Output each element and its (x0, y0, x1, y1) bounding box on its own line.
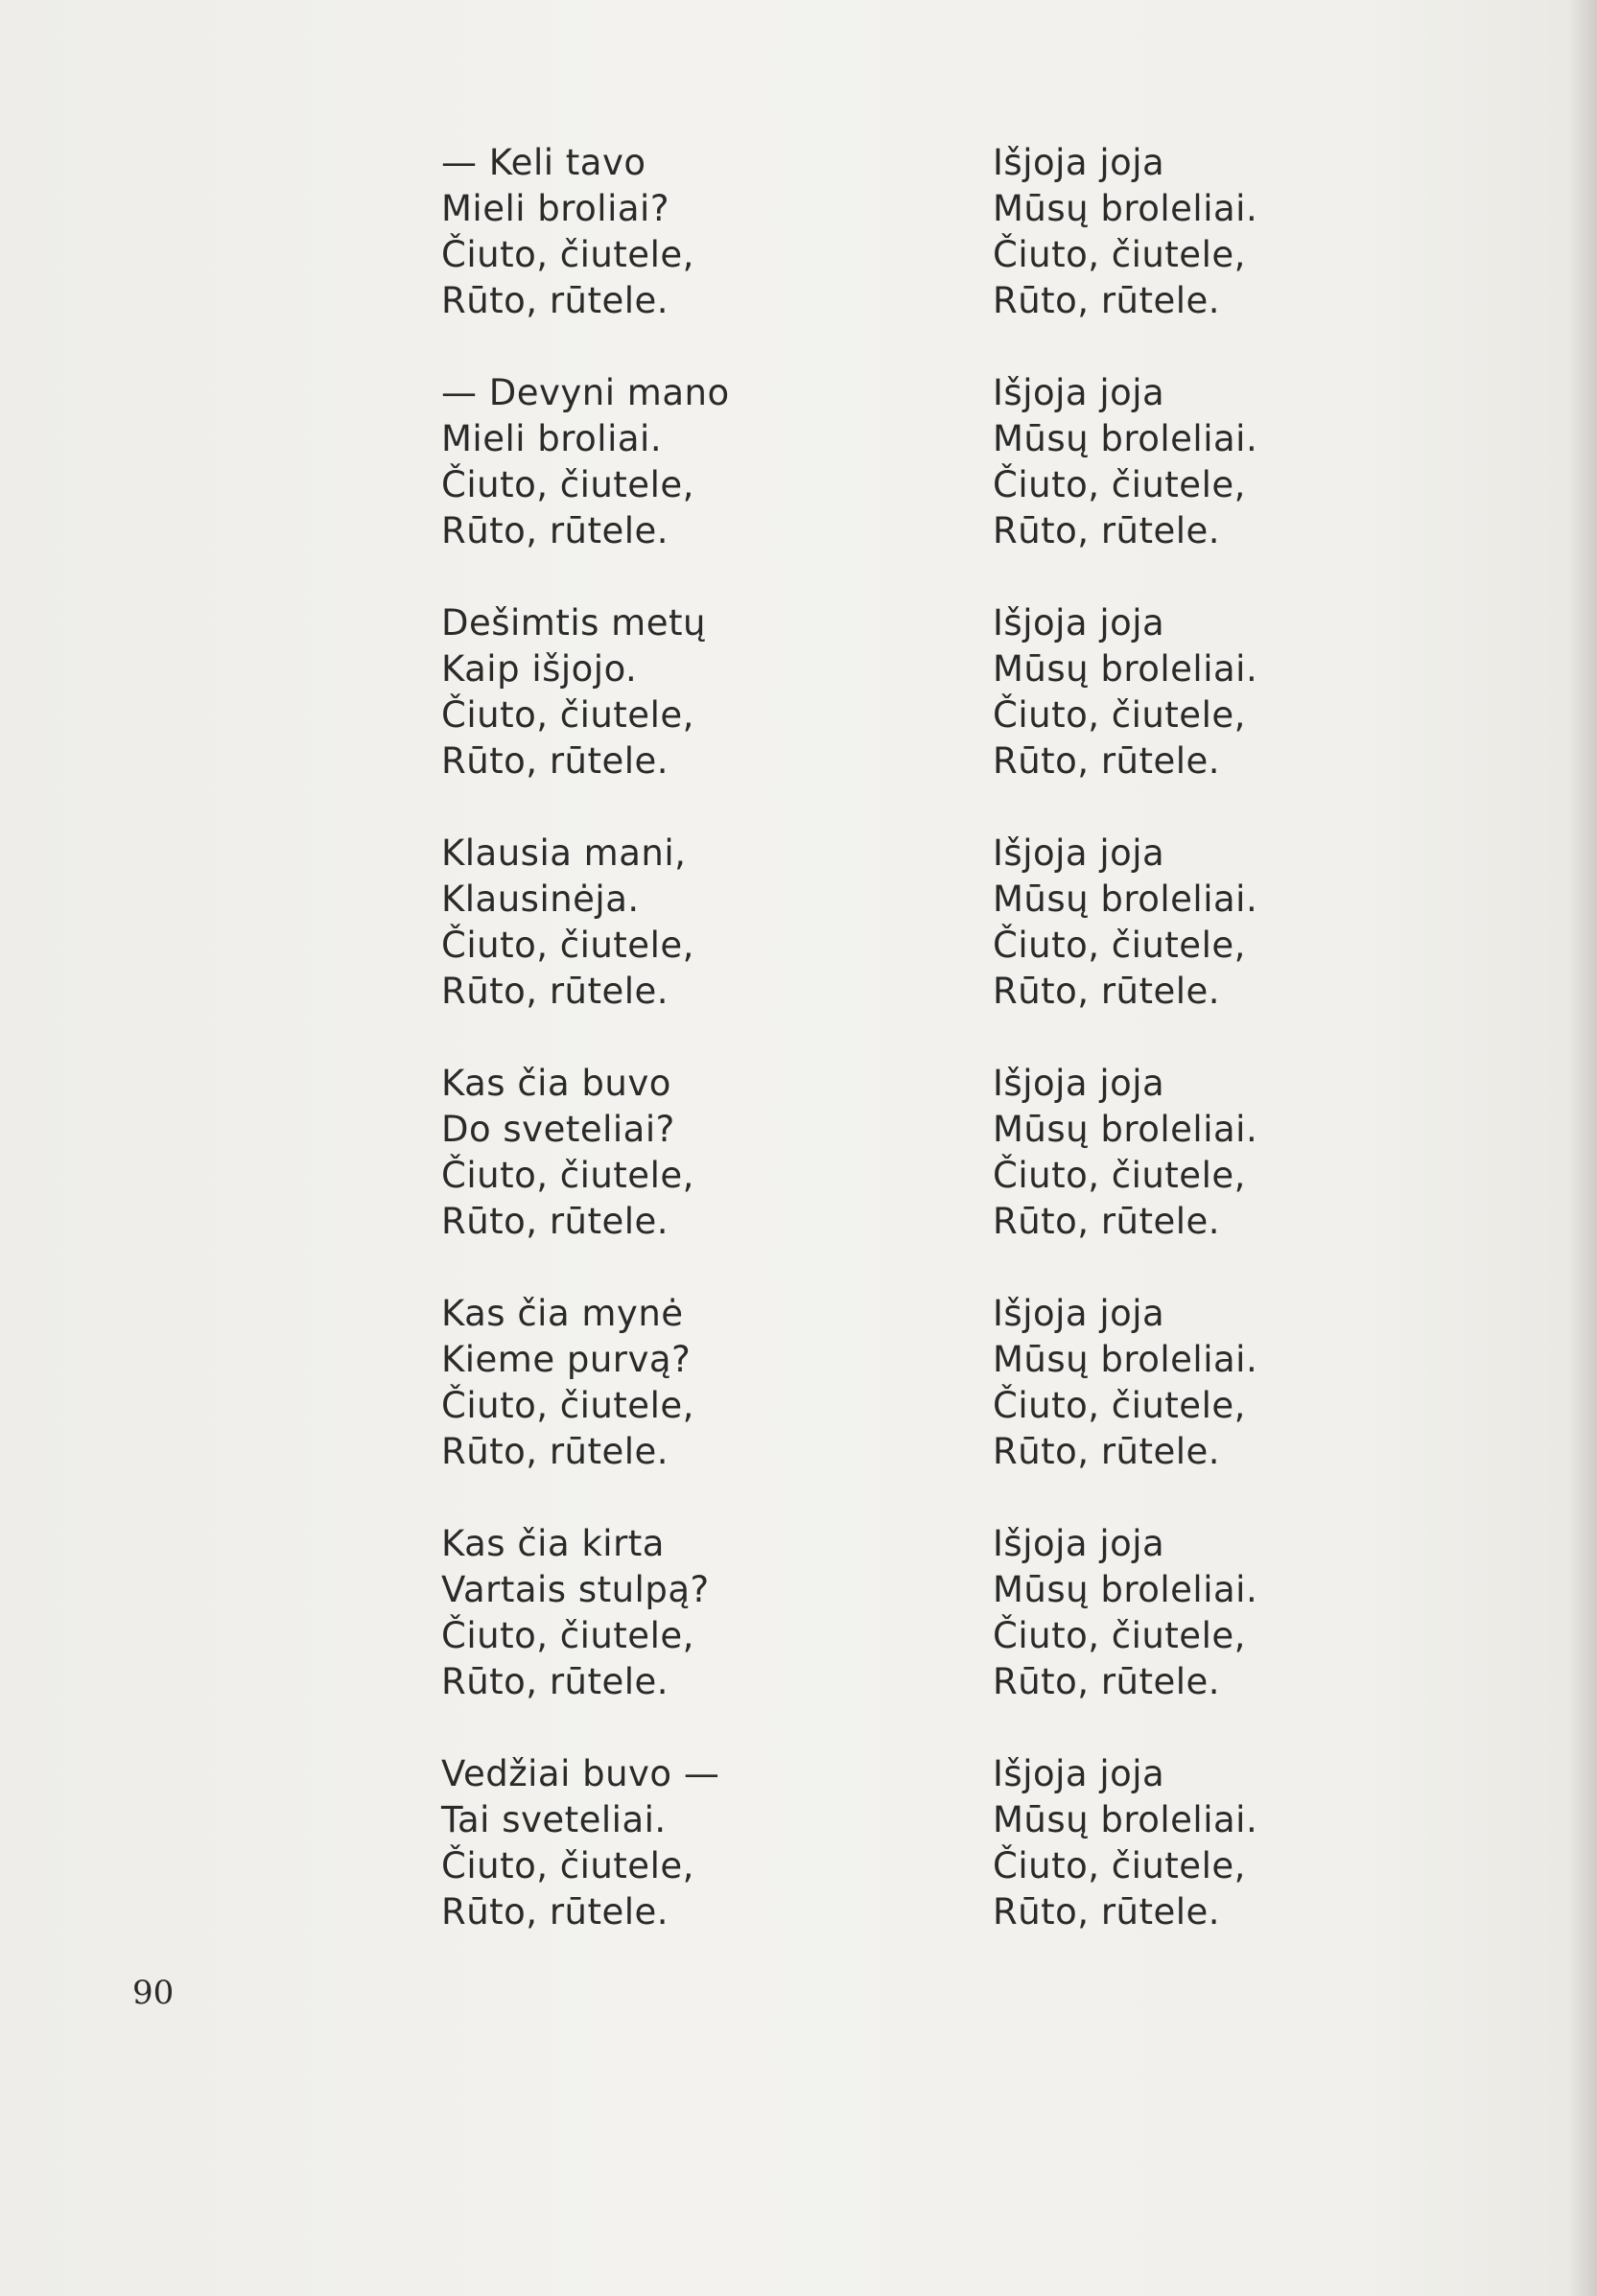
verse-line: Rūto, rūtele. (441, 740, 669, 782)
verse-line: Mieli broliai. (441, 418, 663, 459)
verse-line: Rūto, rūtele. (993, 1891, 1221, 1933)
verse-line: Čiuto, čiutele, (993, 234, 1246, 275)
verse-line: Rūto, rūtele. (993, 740, 1221, 782)
stanza (993, 1061, 1396, 1291)
stanza (993, 140, 1396, 370)
verse-line: Rūto, rūtele. (441, 1891, 669, 1933)
stanza (441, 1751, 844, 1981)
verse-line: Dešimtis metų (441, 602, 706, 644)
verse-line: Mieli broliai? (441, 188, 669, 229)
verse-line: Išjoja joja (993, 1523, 1165, 1564)
verse-line: Čiuto, čiutele, (993, 464, 1246, 505)
verse-line: Mūsų broleliai. (993, 879, 1258, 920)
verse-line: Rūto, rūtele. (441, 1661, 669, 1702)
verse-line: Kieme purvą? (441, 1339, 692, 1380)
verse-line: Klausia mani, (441, 832, 687, 874)
verse-line: Išjoja joja (993, 832, 1165, 874)
verse-line: Do sveteliai? (441, 1109, 675, 1150)
verse-line: Rūto, rūtele. (441, 1201, 669, 1242)
verse-line: Kas čia buvo (441, 1063, 671, 1104)
stanza (441, 140, 844, 370)
verse-line: Kas čia mynė (441, 1293, 684, 1334)
verse-line: Čiuto, čiutele, (441, 464, 694, 505)
verse-line: Mūsų broleliai. (993, 418, 1258, 459)
stanza (441, 831, 844, 1061)
verse-line: Čiuto, čiutele, (993, 1845, 1246, 1886)
verse-line: Čiuto, čiutele, (441, 1385, 694, 1426)
verse-line: Mūsų broleliai. (993, 1569, 1258, 1610)
stanza (441, 1291, 844, 1521)
page-number: 90 (132, 1974, 175, 2012)
verse-line: Rūto, rūtele. (993, 1201, 1221, 1242)
stanza (993, 370, 1396, 600)
stanza (441, 600, 844, 831)
stanza (993, 600, 1396, 831)
page-edge-shadow (1568, 0, 1597, 2296)
verse-line: Rūto, rūtele. (993, 280, 1221, 321)
verse-line: Išjoja joja (993, 1293, 1165, 1334)
verse-line: Rūto, rūtele. (993, 510, 1221, 551)
stanza (441, 1061, 844, 1291)
verse-line: Mūsų broleliai. (993, 1109, 1258, 1150)
stanza (993, 1751, 1396, 1981)
verse-line: Rūto, rūtele. (441, 510, 669, 551)
verse-line: Vedžiai buvo — (441, 1753, 720, 1794)
verse-line: Išjoja joja (993, 372, 1165, 413)
verse-line: Čiuto, čiutele, (441, 694, 694, 736)
verse-line: Rūto, rūtele. (441, 280, 669, 321)
verse-line: Tai sveteliai. (441, 1799, 667, 1840)
verse-line: Mūsų broleliai. (993, 188, 1258, 229)
stanza (441, 1521, 844, 1751)
verse-line: Vartais stulpą? (441, 1569, 710, 1610)
verse-line: Išjoja joja (993, 1063, 1165, 1104)
verse-line: Rūto, rūtele. (441, 1431, 669, 1472)
verse-line: Rūto, rūtele. (441, 971, 669, 1012)
verse-line: Čiuto, čiutele, (441, 234, 694, 275)
verse-line: Rūto, rūtele. (993, 971, 1221, 1012)
stanza (993, 1291, 1396, 1521)
verse-line: Išjoja joja (993, 1753, 1165, 1794)
verse-line: Čiuto, čiutele, (441, 1615, 694, 1656)
verse-line: Mūsų broleliai. (993, 648, 1258, 690)
verse-line: Čiuto, čiutele, (441, 1845, 694, 1886)
verse-line: Rūto, rūtele. (993, 1661, 1221, 1702)
verse-line: Kaip išjojo. (441, 648, 638, 690)
verse-line: Rūto, rūtele. (993, 1431, 1221, 1472)
verse-line: Klausinėja. (441, 879, 640, 920)
stanza (993, 1521, 1396, 1751)
verse-line: Čiuto, čiutele, (993, 1615, 1246, 1656)
stanza (441, 370, 844, 600)
verse-line: Kas čia kirta (441, 1523, 665, 1564)
verse-line: Čiuto, čiutele, (993, 1155, 1246, 1196)
verse-line: Čiuto, čiutele, (993, 1385, 1246, 1426)
verse-line: Čiuto, čiutele, (993, 694, 1246, 736)
left-poem-column (441, 140, 844, 1981)
verse-line: Čiuto, čiutele, (993, 925, 1246, 966)
verse-line: — Devyni mano (441, 372, 730, 413)
verse-line: Čiuto, čiutele, (441, 1155, 694, 1196)
right-poem-column (993, 140, 1396, 1981)
stanza (993, 831, 1396, 1061)
verse-line: Mūsų broleliai. (993, 1339, 1258, 1380)
verse-line: — Keli tavo (441, 142, 646, 183)
verse-line: Išjoja joja (993, 142, 1165, 183)
verse-line: Mūsų broleliai. (993, 1799, 1258, 1840)
verse-line: Čiuto, čiutele, (441, 925, 694, 966)
verse-line: Išjoja joja (993, 602, 1165, 644)
